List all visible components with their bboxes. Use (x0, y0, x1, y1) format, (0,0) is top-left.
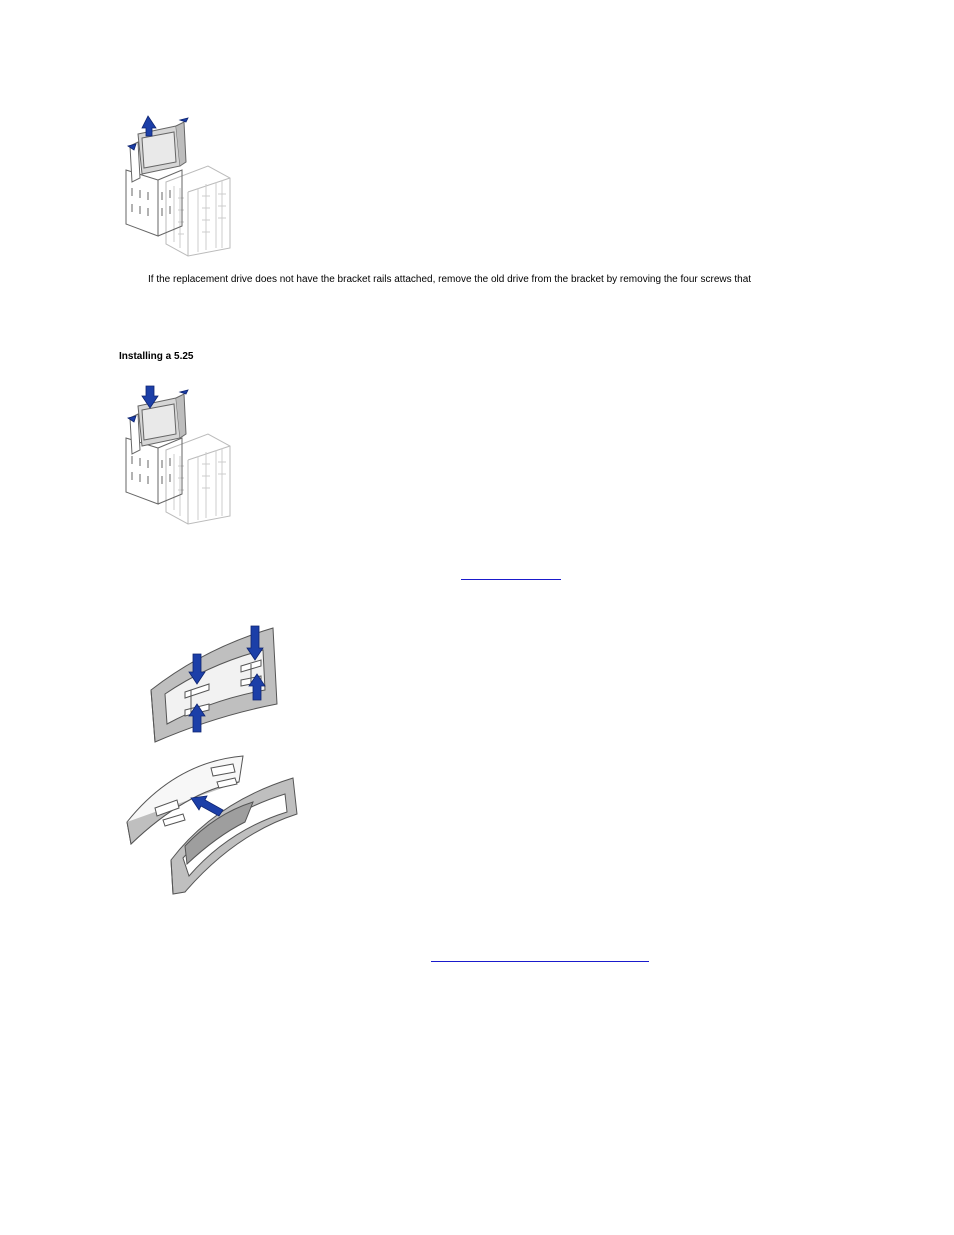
drive-removal-illustration (118, 112, 236, 258)
bezel-insert-illustration (125, 752, 300, 894)
cross-reference-link-2[interactable] (431, 961, 649, 962)
paragraph-remove-bracket: If the replacement drive does not have the bracket rails attached, remove the old drive from the bracket by removing the four screws that (148, 274, 752, 285)
bezel-tab-release-illustration (145, 620, 280, 745)
drive-insertion-illustration (118, 380, 236, 526)
section-heading-installing: Installing a 5.25 (119, 351, 194, 362)
cross-reference-link[interactable] (461, 579, 561, 580)
